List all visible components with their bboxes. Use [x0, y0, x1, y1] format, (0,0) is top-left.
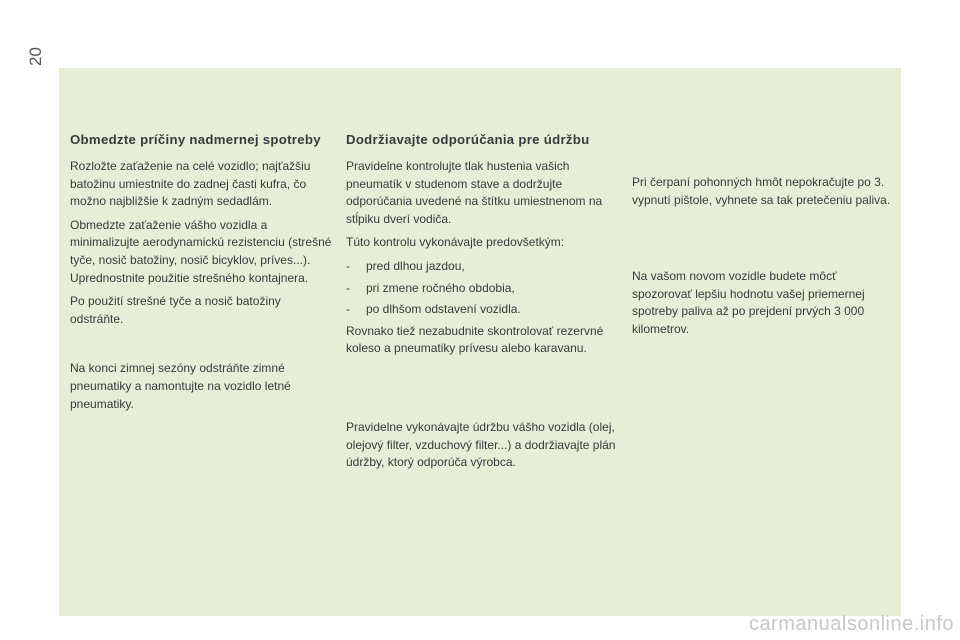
- paragraph: Na vašom novom vozidle budete môcť spozorovať lepšiu hodnotu vašej priemernej spotreby paliva až po prejdení prvých 3 000 kilometrov.: [632, 269, 865, 336]
- paragraph: Pravidelne kontrolujte tlak hustenia vašich pneumatík v studenom stave a dodržujte odporúčania uvedené na štítku umiestnenom na stĺpiku dverí vodiča.: [346, 159, 603, 226]
- paragraph: Pravidelne vykonávajte údržbu vášho vozidla (olej, olejový filter, vzduchový filter...) a dodržiavajte plán údržby, ktorý odporúča výrobca.: [346, 419, 616, 470]
- paragraph: Po použití strešné tyče a nosič batožiny odstráňte.: [70, 294, 281, 326]
- paragraph: Rovnako tiež nezabudnite skontrolovať rezervné koleso a pneumatiky prívesu alebo karavanu.: [346, 323, 604, 356]
- list-item: - po dlhšom odstavení vozidla.: [346, 302, 521, 317]
- list-item: - pri zmene ročného obdobia,: [346, 280, 515, 295]
- list-item: - pred dlhou jazdou,: [346, 258, 465, 273]
- paragraph: Rozložte zaťaženie na celé vozidlo; najťažšiu batožinu umiestnite do zadnej časti kufra, čo možno najbližšie k zadným sedadlám.: [70, 159, 311, 209]
- watermark: carmanualsonline.info: [748, 613, 954, 635]
- heading-maintenance: Dodržiavajte odporúčania pre údržbu: [346, 132, 590, 147]
- column-consumption: [70, 132, 332, 419]
- heading-consumption: Obmedzte príčiny nadmernej spotreby: [70, 132, 321, 147]
- column-fuel: [632, 174, 894, 345]
- paragraph: Na konci zimnej sezóny odstráňte zimné pneumatiky a namontujte na vozidlo letné pneumatiky.: [70, 361, 291, 411]
- page-number: 20: [26, 47, 45, 66]
- column-maintenance: [346, 132, 618, 478]
- paragraph: Túto kontrolu vykonávajte predovšetkým:: [346, 235, 565, 250]
- paragraph: Pri čerpaní pohonných hmôt nepokračujte po 3. vypnutí pištole, vyhnete sa tak pretečeniu paliva.: [632, 175, 891, 207]
- paragraph: Obmedzte zaťaženie vášho vozidla a minimalizujte aerodynamickú rezistenciu (strešné tyče, nosič batožiny, nosič bicyklov, príves...). Uprednostnite použitie strešného kontajnera.: [70, 217, 332, 285]
- dash-list: [346, 258, 618, 319]
